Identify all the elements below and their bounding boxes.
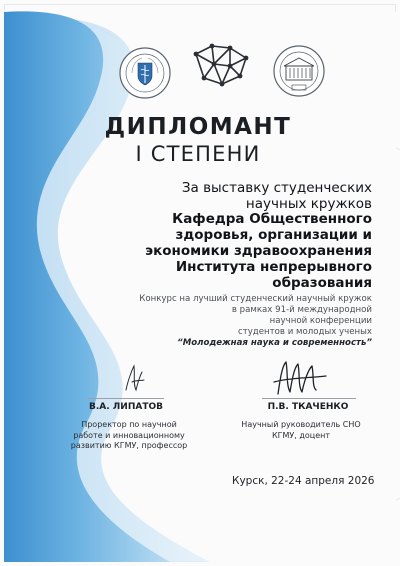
- role-line: КГМУ, доцент: [271, 430, 331, 440]
- role-line: работе и инновационному: [73, 430, 185, 440]
- conference-name: “Молодежная наука и современность”: [177, 338, 372, 348]
- department-line: Института непрерывного: [175, 259, 372, 275]
- place-and-date: Курск, 22-24 апреля 2026: [232, 475, 375, 487]
- contest-line: студентов и молодых ученых: [237, 327, 372, 337]
- award-for-line: научных кружков: [245, 196, 372, 212]
- network-molecule-icon: [190, 40, 254, 90]
- university-emblem-icon: [118, 46, 172, 100]
- contest-line: научной конференции: [269, 316, 372, 326]
- signature-right: [268, 356, 330, 400]
- department-line: здоровья, организации и: [175, 227, 372, 243]
- diploma-degree: I СТЕПЕНИ: [135, 142, 261, 166]
- department-line: образования: [272, 275, 372, 291]
- signature-left: [118, 360, 154, 396]
- signatory-role-left: [54, 420, 204, 452]
- department-line: Кафедра Общественного: [172, 211, 372, 227]
- signature-line-right: [262, 398, 356, 399]
- diploma-title: ДИПЛОМАНТ: [104, 114, 292, 140]
- signatory-role-right: [234, 420, 368, 441]
- role-line: развитию КГМУ, профессор: [70, 441, 188, 450]
- contest-line: Конкурс на лучший студенческий научный кружок: [139, 294, 372, 304]
- signatory-name-left: В.А. ЛИПАТОВ: [89, 402, 163, 412]
- contest-line: в рамках 91-й международной: [231, 305, 372, 315]
- signatory-name-right: П.В. ТКАЧЕНКО: [267, 402, 349, 412]
- signature-line-left: [88, 398, 164, 399]
- university-building-seal-icon: [272, 44, 326, 98]
- role-line: Проректор по научной: [81, 420, 177, 429]
- department-line: экономики здравоохранения: [145, 243, 372, 259]
- role-line: Научный руководитель СНО: [241, 420, 361, 429]
- award-for-line: За выставку студенческих: [181, 180, 372, 196]
